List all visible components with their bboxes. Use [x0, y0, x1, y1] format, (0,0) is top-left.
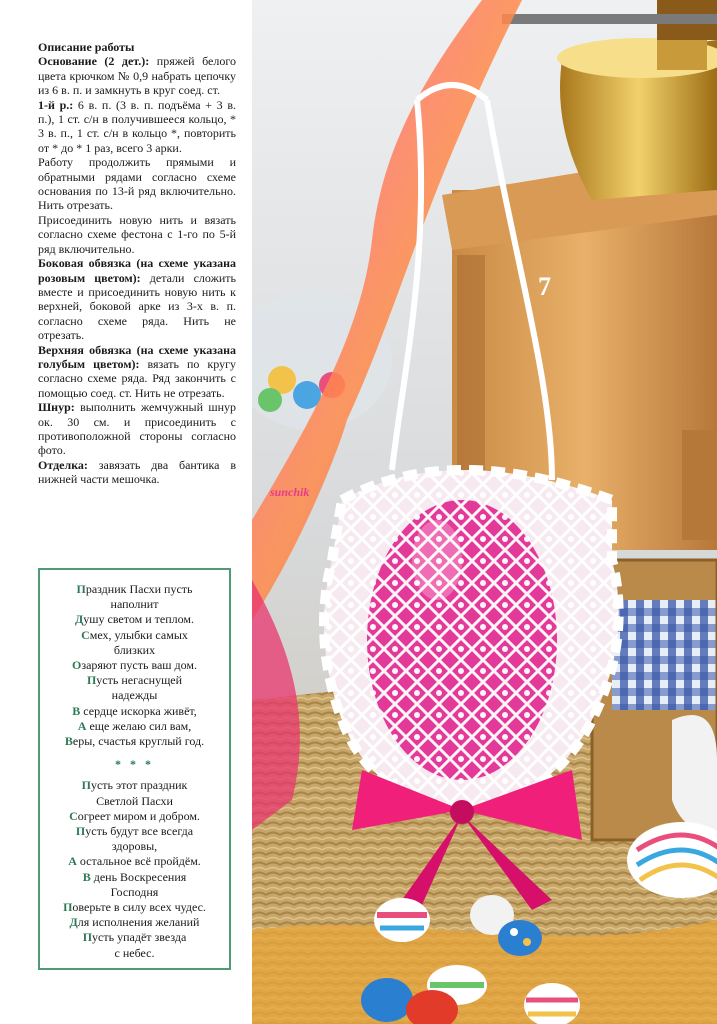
poem-line [44, 930, 225, 945]
poem-line [44, 704, 225, 719]
poem-line [44, 839, 225, 854]
poem-line-text: Господня [110, 884, 159, 899]
poem-line [44, 885, 225, 900]
poem-line-text: сердце искорка живёт, [80, 703, 197, 718]
instruction-paragraph [38, 343, 236, 401]
instruction-label: Отделка: [38, 457, 88, 472]
instruction-label: Верхняя обвязка (на схеме указана голубым цветом): [38, 342, 236, 371]
poem-initial: П [86, 673, 97, 688]
poem-line [44, 673, 225, 688]
instruction-label: Основание (2 дет.): [38, 54, 150, 69]
poem-line-text: раздник Пасхи пусть [85, 582, 193, 596]
poem-line [44, 915, 225, 930]
poem-line [44, 658, 225, 673]
poem-line-text: ля исполнения желаний [77, 915, 200, 930]
instruction-paragraph [38, 54, 236, 97]
poem-line-text: еры, счастья круглый год. [72, 734, 205, 749]
poem-initial: П [63, 900, 73, 915]
instruction-text: завязать два бантика в нижней части мешочка. [38, 457, 236, 487]
poem-initial: П [75, 824, 86, 839]
poem-line-text: усть этот праздник [90, 778, 188, 793]
poem-line-text: день Воскресения [90, 869, 187, 884]
poem-initial: П [81, 778, 91, 793]
poem-line [44, 778, 225, 793]
poem-initial: Д [69, 915, 78, 930]
poem-line [44, 734, 225, 749]
poem-line [44, 809, 225, 824]
poem-line [44, 946, 225, 961]
poem-line-text: наполнит [110, 597, 159, 612]
instruction-text: детали сложить вместе и присоединить новую нить к верхней, боковой арке из 3-х в. п. согласно схеме ряда. Нить не отрезать. [38, 270, 237, 343]
instruction-text: Присоединить новую нить и вязать согласно схеме фестона с 1-го по 5-й ряд включительно. [38, 212, 236, 256]
poem-line-text: остальное всё пройдём. [76, 854, 201, 869]
poem-line [44, 900, 225, 915]
instruction-label: Боковая обвязка (на схеме указана розовым цветом): [38, 256, 236, 285]
poem-line-text: надежды [111, 688, 158, 703]
poem-line-text: мех, улыбки самых [89, 627, 188, 642]
poem-line [44, 719, 225, 734]
poem-line [44, 824, 225, 839]
instruction-paragraph [38, 458, 236, 487]
poem-line-text: огреет миром и добром. [77, 808, 200, 823]
instructions-title: Описание работы [38, 40, 135, 54]
poem-stanza-2 [44, 778, 225, 960]
poem-initial: В [64, 734, 73, 749]
instruction-label: Шнур: [38, 400, 75, 415]
poem-line [44, 582, 225, 597]
instructions-body [38, 54, 236, 486]
poem-initial: В [82, 869, 91, 884]
poem-line-text: с небес. [114, 945, 155, 960]
poem-line [44, 612, 225, 627]
instruction-label: 1-й р.: [38, 97, 74, 112]
poem-line-text: близких [113, 642, 156, 657]
poem-line [44, 794, 225, 809]
poem-line [44, 854, 225, 869]
poem-line-text: ушу светом и теплом. [83, 612, 194, 627]
poem-line [44, 643, 225, 658]
poem-initial: П [82, 930, 93, 945]
poem-line-text: усть упадёт звезда [92, 930, 187, 945]
poem-initial: А [77, 718, 87, 733]
poem-line-text: еще желаю сил вам, [86, 718, 192, 733]
instruction-text: 6 в. п. (3 в. п. подъёма + 3 в. п.), 1 ст. с/н в получившееся кольцо, * 3 в. п., 1 ст. с/н в кольцо *, повторить от * до * 1 раз, всего 3 арки. [38, 97, 236, 155]
poem-box [38, 568, 231, 970]
instruction-paragraph [38, 256, 236, 342]
poem-line-text: здоровы, [111, 839, 158, 854]
poem-initial: С [69, 808, 78, 823]
instruction-paragraph [38, 213, 236, 256]
poem-line [44, 628, 225, 643]
instruction-paragraph [38, 98, 236, 156]
poem-initial: П [76, 582, 86, 596]
photo-credit: sunchik [270, 485, 310, 499]
photo-number: 7 [538, 272, 551, 301]
poem-initial: В [72, 703, 81, 718]
poem-line-text: оверьте в силу всех чудес. [72, 900, 206, 915]
easter-bag-photo [252, 0, 717, 1024]
poem-initial: А [68, 854, 77, 869]
poem-stanza-1 [44, 582, 225, 749]
poem-line [44, 870, 225, 885]
poem-line [44, 688, 225, 703]
poem-initial: С [81, 627, 90, 642]
instructions-column [38, 40, 236, 487]
instruction-paragraph [38, 400, 236, 458]
instruction-text: пряжей белого цвета крючком № 0,9 набрать цепочку из 6 в. п. и замкнуть в круг соед. ст. [38, 54, 236, 98]
poem-initial: О [72, 658, 82, 673]
poem-line-text: усть негаснущей [96, 673, 183, 688]
poem-separator: * * * [115, 757, 154, 772]
poem-line-text: Светлой Пасхи [96, 793, 173, 808]
poem-line [44, 597, 225, 612]
poem-line-text: заряют пусть ваш дом. [81, 658, 197, 673]
instruction-paragraph [38, 155, 236, 213]
instruction-text: вязать по кругу согласно схеме ряда. Ряд закончить с помощью соед. ст. Нить не отрезать. [38, 356, 236, 400]
poem-line-text: усть будут все всегда [85, 824, 194, 839]
poem-initial: Д [75, 612, 84, 627]
instruction-text: выполнить жемчужный шнур ок. 30 см. и присоединить с противоположной стороны согласно фото. [38, 400, 236, 458]
instruction-text: Работу продолжить прямыми и обратными рядами согласно схеме основания по 13-й ряд включительно. Нить отрезать. [38, 155, 236, 213]
